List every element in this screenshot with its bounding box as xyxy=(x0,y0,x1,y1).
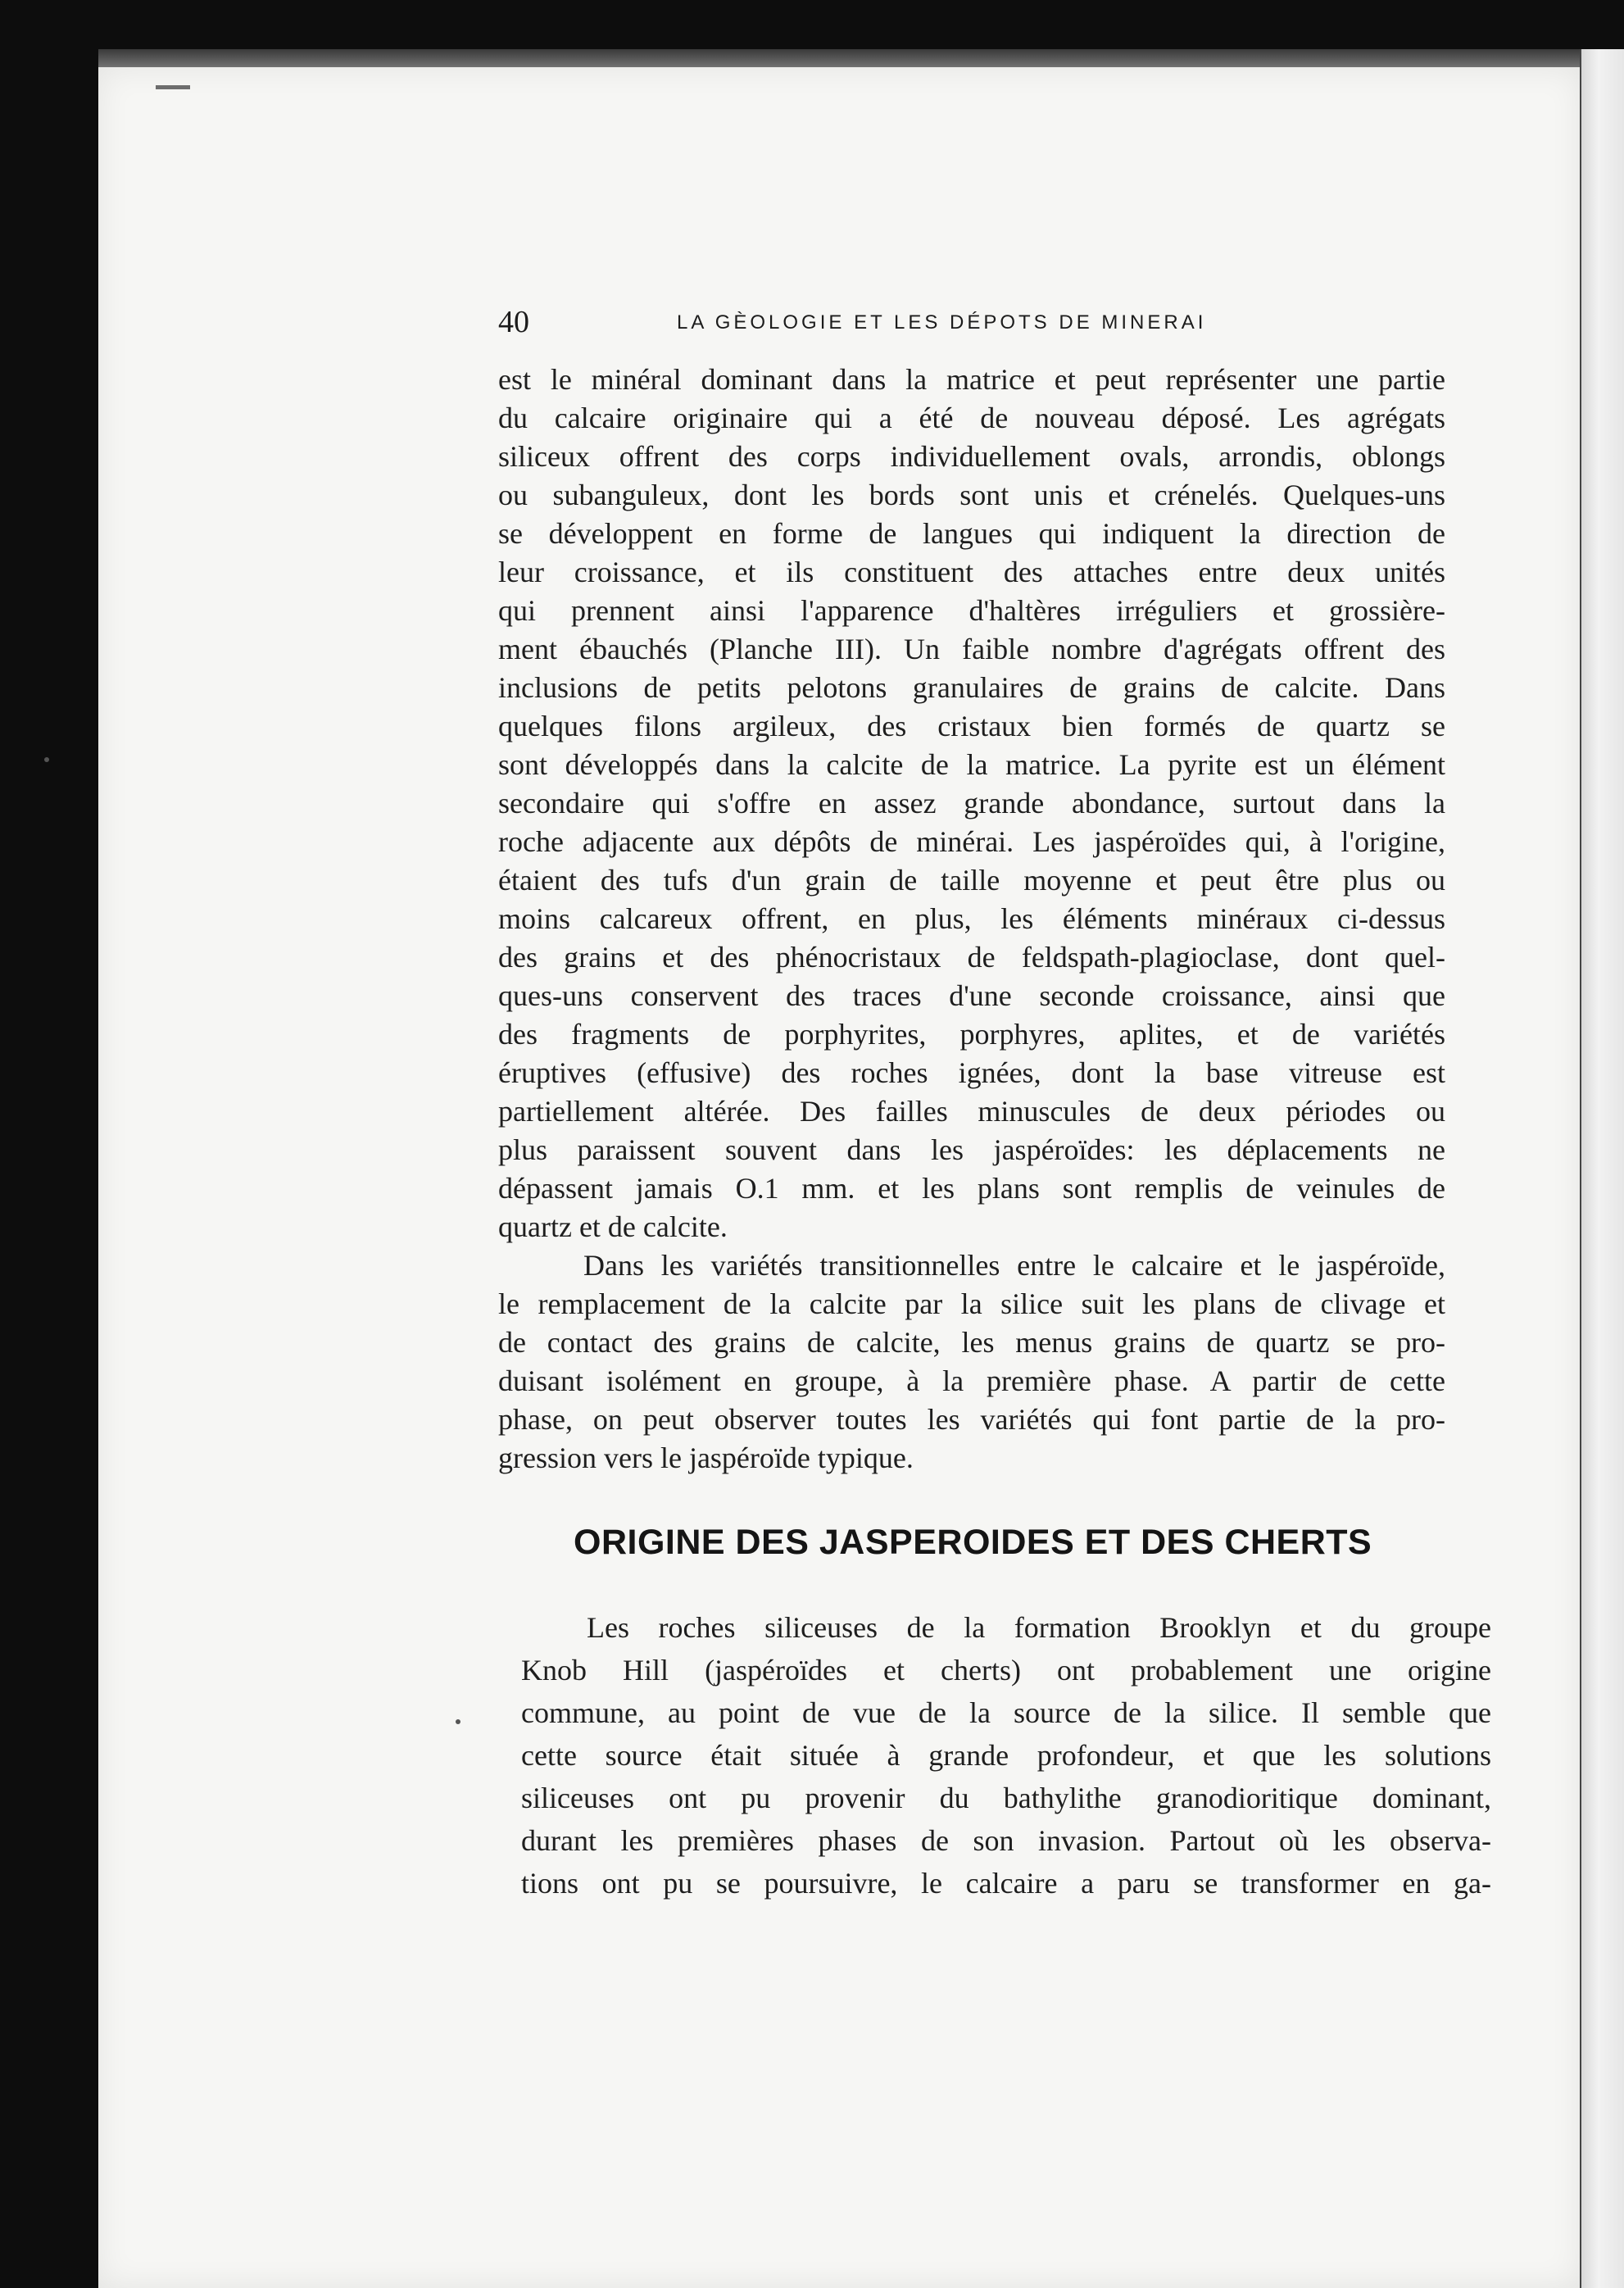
text-line: moins calcareux offrent, en plus, les éléments minéraux ci-dessus xyxy=(498,902,1445,935)
text-line: duisant isolément en groupe, à la première phase. A partir de cette xyxy=(498,1364,1445,1397)
text-line: inclusions de petits pelotons granulaires de grains de calcite. Dans xyxy=(498,671,1445,704)
text-line: ques-uns conservent des traces d'une seconde croissance, ainsi que xyxy=(498,979,1445,1012)
scan-speck xyxy=(44,757,49,762)
text-line: commune, au point de vue de la source de la silice. Il semble que xyxy=(521,1696,1491,1729)
text-line: roche adjacente aux dépôts de minérai. Les jaspéroïdes qui, à l'origine, xyxy=(498,825,1445,858)
text-line: sont développés dans la calcite de la matrice. La pyrite est un élément xyxy=(498,748,1445,781)
text-line: de contact des grains de calcite, les menus grains de quartz se pro- xyxy=(498,1326,1445,1359)
text-line: est le minéral dominant dans la matrice et peut représenter une partie xyxy=(498,363,1445,396)
page-number: 40 xyxy=(498,305,529,339)
text-line: cette source était située à grande profondeur, et que les solutions xyxy=(521,1739,1491,1772)
text-line: siliceuses ont pu provenir du bathylithe granodioritique dominant, xyxy=(521,1782,1491,1814)
text-line: durant les premières phases de son invasion. Partout où les observa- xyxy=(521,1824,1491,1857)
running-head xyxy=(498,302,1318,343)
paragraph-3 xyxy=(521,1606,1491,1904)
text-line: des grains et des phénocristaux de feldspath-plagioclase, dont quel- xyxy=(498,941,1445,974)
text-line: le remplacement de la calcite par la silice suit les plans de clivage et xyxy=(498,1287,1445,1320)
paragraph-1 xyxy=(498,361,1445,1246)
text-line: phase, on peut observer toutes les variétés qui font partie de la pro- xyxy=(498,1403,1445,1436)
text-line: éruptives (effusive) des roches ignées, dont la base vitreuse est xyxy=(498,1056,1445,1089)
paragraph-2 xyxy=(498,1246,1445,1478)
text-line: Knob Hill (jaspéroïdes et cherts) ont probablement une origine xyxy=(521,1654,1491,1686)
text-line: quartz et de calcite. xyxy=(498,1210,728,1243)
text-line: des fragments de porphyrites, porphyres, aplites, et de variétés xyxy=(498,1018,1445,1051)
text-line: secondaire qui s'offre en assez grande abondance, surtout dans la xyxy=(498,787,1445,819)
text-line: gression vers le jaspéroïde typique. xyxy=(498,1441,914,1474)
adjacent-page-edge xyxy=(1581,49,1624,2288)
text-line: qui prennent ainsi l'apparence d'haltères irréguliers et grossière- xyxy=(498,594,1445,627)
text-line: leur croissance, et ils constituent des attaches entre deux unités xyxy=(498,556,1445,588)
text-line: du calcaire originaire qui a été de nouveau déposé. Les agrégats xyxy=(498,402,1445,434)
scan-speck xyxy=(456,1719,460,1724)
text-line: quelques filons argileux, des cristaux bien formés de quartz se xyxy=(498,710,1445,742)
text-line: dépassent jamais O.1 mm. et les plans sont remplis de veinules de xyxy=(498,1172,1445,1205)
text-line: ment ébauchés (Planche III). Un faible nombre d'agrégats offrent des xyxy=(498,633,1445,665)
text-line: Dans les variétés transitionnelles entre le calcaire et le jaspéroïde, xyxy=(583,1249,1445,1282)
text-line: se développent en forme de langues qui indiquent la direction de xyxy=(498,517,1445,550)
text-line: étaient des tufs d'un grain de taille moyenne et peut être plus ou xyxy=(498,864,1445,897)
text-line: siliceux offrent des corps individuellement ovals, arrondis, oblongs xyxy=(498,440,1445,473)
text-line: Les roches siliceuses de la formation Brooklyn et du groupe xyxy=(587,1611,1491,1644)
body-text-bottom xyxy=(521,1606,1491,1904)
section-heading: ORIGINE DES JASPEROIDES ET DES CHERTS xyxy=(574,1523,1372,1562)
body-text-top xyxy=(498,361,1445,1478)
text-line: tions ont pu se poursuivre, le calcaire a paru se transformer en ga- xyxy=(521,1867,1491,1900)
text-line: partiellement altérée. Des failles minuscules de deux périodes ou xyxy=(498,1095,1445,1128)
scan-edge-mark xyxy=(156,85,190,89)
running-title: LA GÈOLOGIE ET LES DÉPOTS DE MINERAI xyxy=(677,311,1207,334)
text-line: ou subanguleux, dont les bords sont unis et crénelés. Quelques-uns xyxy=(498,479,1445,511)
text-line: plus paraissent souvent dans les jaspéroïdes: les déplacements ne xyxy=(498,1133,1445,1166)
